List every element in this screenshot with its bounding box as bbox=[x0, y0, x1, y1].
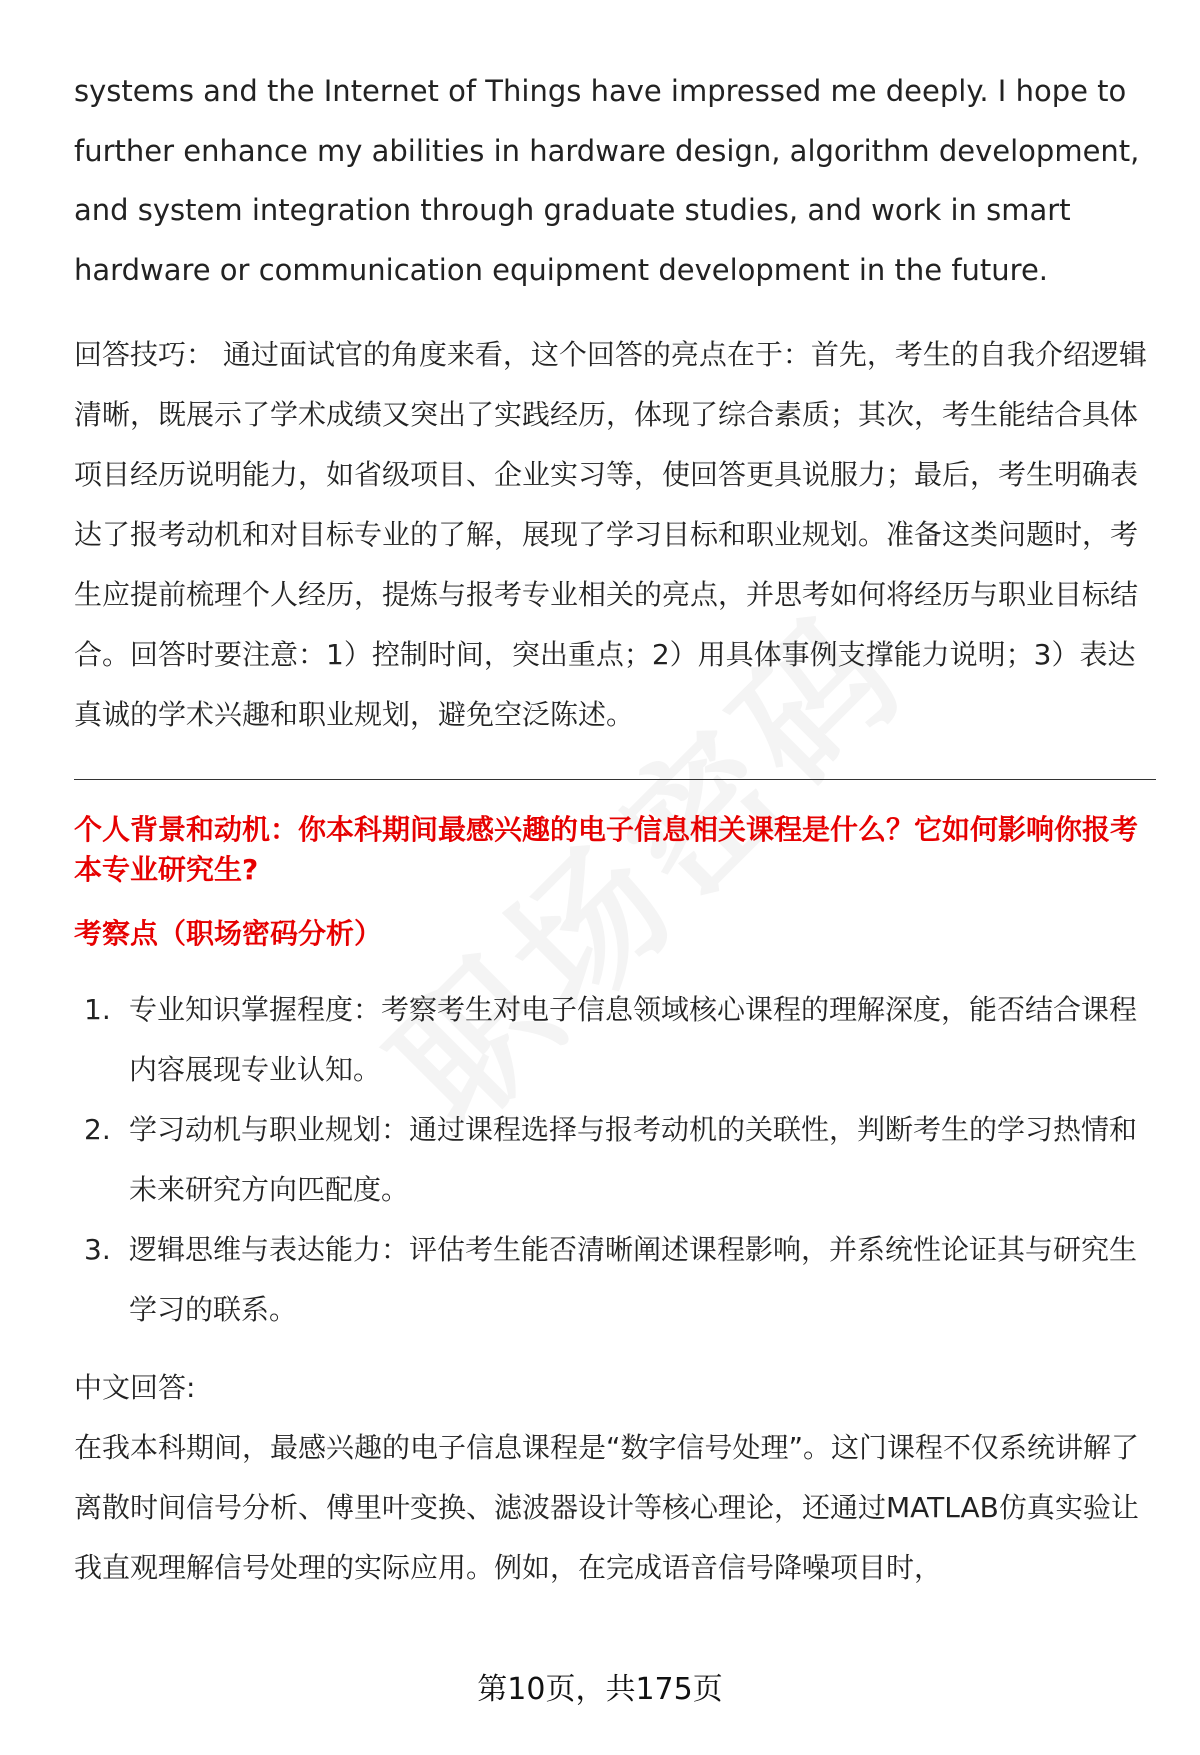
list-item bbox=[74, 1100, 1156, 1220]
question-heading: 个人背景和动机：你本科期间最感兴趣的电子信息相关课程是什么？它如何影响你报考本专业研究生? bbox=[74, 813, 1139, 886]
list-item bbox=[74, 980, 1156, 1100]
page-content bbox=[74, 62, 1156, 1598]
list-item-number: 2. bbox=[84, 1113, 111, 1146]
chinese-answer-paragraph: 在我本科期间，最感兴趣的电子信息课程是“数字信号处理”。这门课程不仅系统讲解了离散时间信号分析、傅里叶变换、滤波器设计等核心理论，还通过MATLAB仿真实验让我直观理解信号处理的实际应用。例如，在完成语音信号降噪项目时， bbox=[74, 1431, 1140, 1584]
list-item bbox=[74, 1220, 1156, 1340]
list-item-text: 专业知识掌握程度：考察考生对电子信息领域核心课程的理解深度，能否结合课程内容展现专业认知。 bbox=[129, 993, 1138, 1086]
english-answer-paragraph: systems and the Internet of Things have impressed me deeply. I hope to further enhance my abilities in hardware design, algorithm development, and system integration through graduate studies, and work in smart hardware or communication equipment development in the future. bbox=[74, 74, 1140, 287]
chinese-answer-label: 中文回答: bbox=[74, 1371, 196, 1404]
list-item-number: 3. bbox=[84, 1233, 111, 1266]
assessment-heading: 考察点（职场密码分析） bbox=[74, 917, 383, 950]
list-item-text: 逻辑思维与表达能力：评估考生能否清晰阐述课程影响，并系统性论证其与研究生学习的联系。 bbox=[129, 1233, 1138, 1326]
list-item-text: 学习动机与职业规划：通过课程选择与报考动机的关联性，判断考生的学习热情和未来研究方向匹配度。 bbox=[129, 1113, 1138, 1206]
list-item-number: 1. bbox=[84, 993, 111, 1026]
answer-tip-paragraph: 回答技巧： 通过面试官的角度来看，这个回答的亮点在于：首先，考生的自我介绍逻辑清晰，既展示了学术成绩又突出了实践经历，体现了综合素质；其次，考生能结合具体项目经历说明能力，如省级项目、企业实习等，使回答更具说服力；最后，考生明确表达了报考动机和对目标专业的了解，展现了学习目标和职业规划。准备这类问题时，考生应提前梳理个人经历，提炼与报考专业相关的亮点，并思考如何将经历与职业目标结合。回答时要注意：1）控制时间，突出重点；2）用具体事例支撑能力说明；3）表达真诚的学术兴趣和职业规划，避免空泛陈述。 bbox=[74, 338, 1147, 731]
assessment-points-list bbox=[74, 980, 1156, 1340]
section-divider bbox=[74, 779, 1156, 780]
page-number-footer: 第10页，共175页 bbox=[477, 1672, 723, 1707]
